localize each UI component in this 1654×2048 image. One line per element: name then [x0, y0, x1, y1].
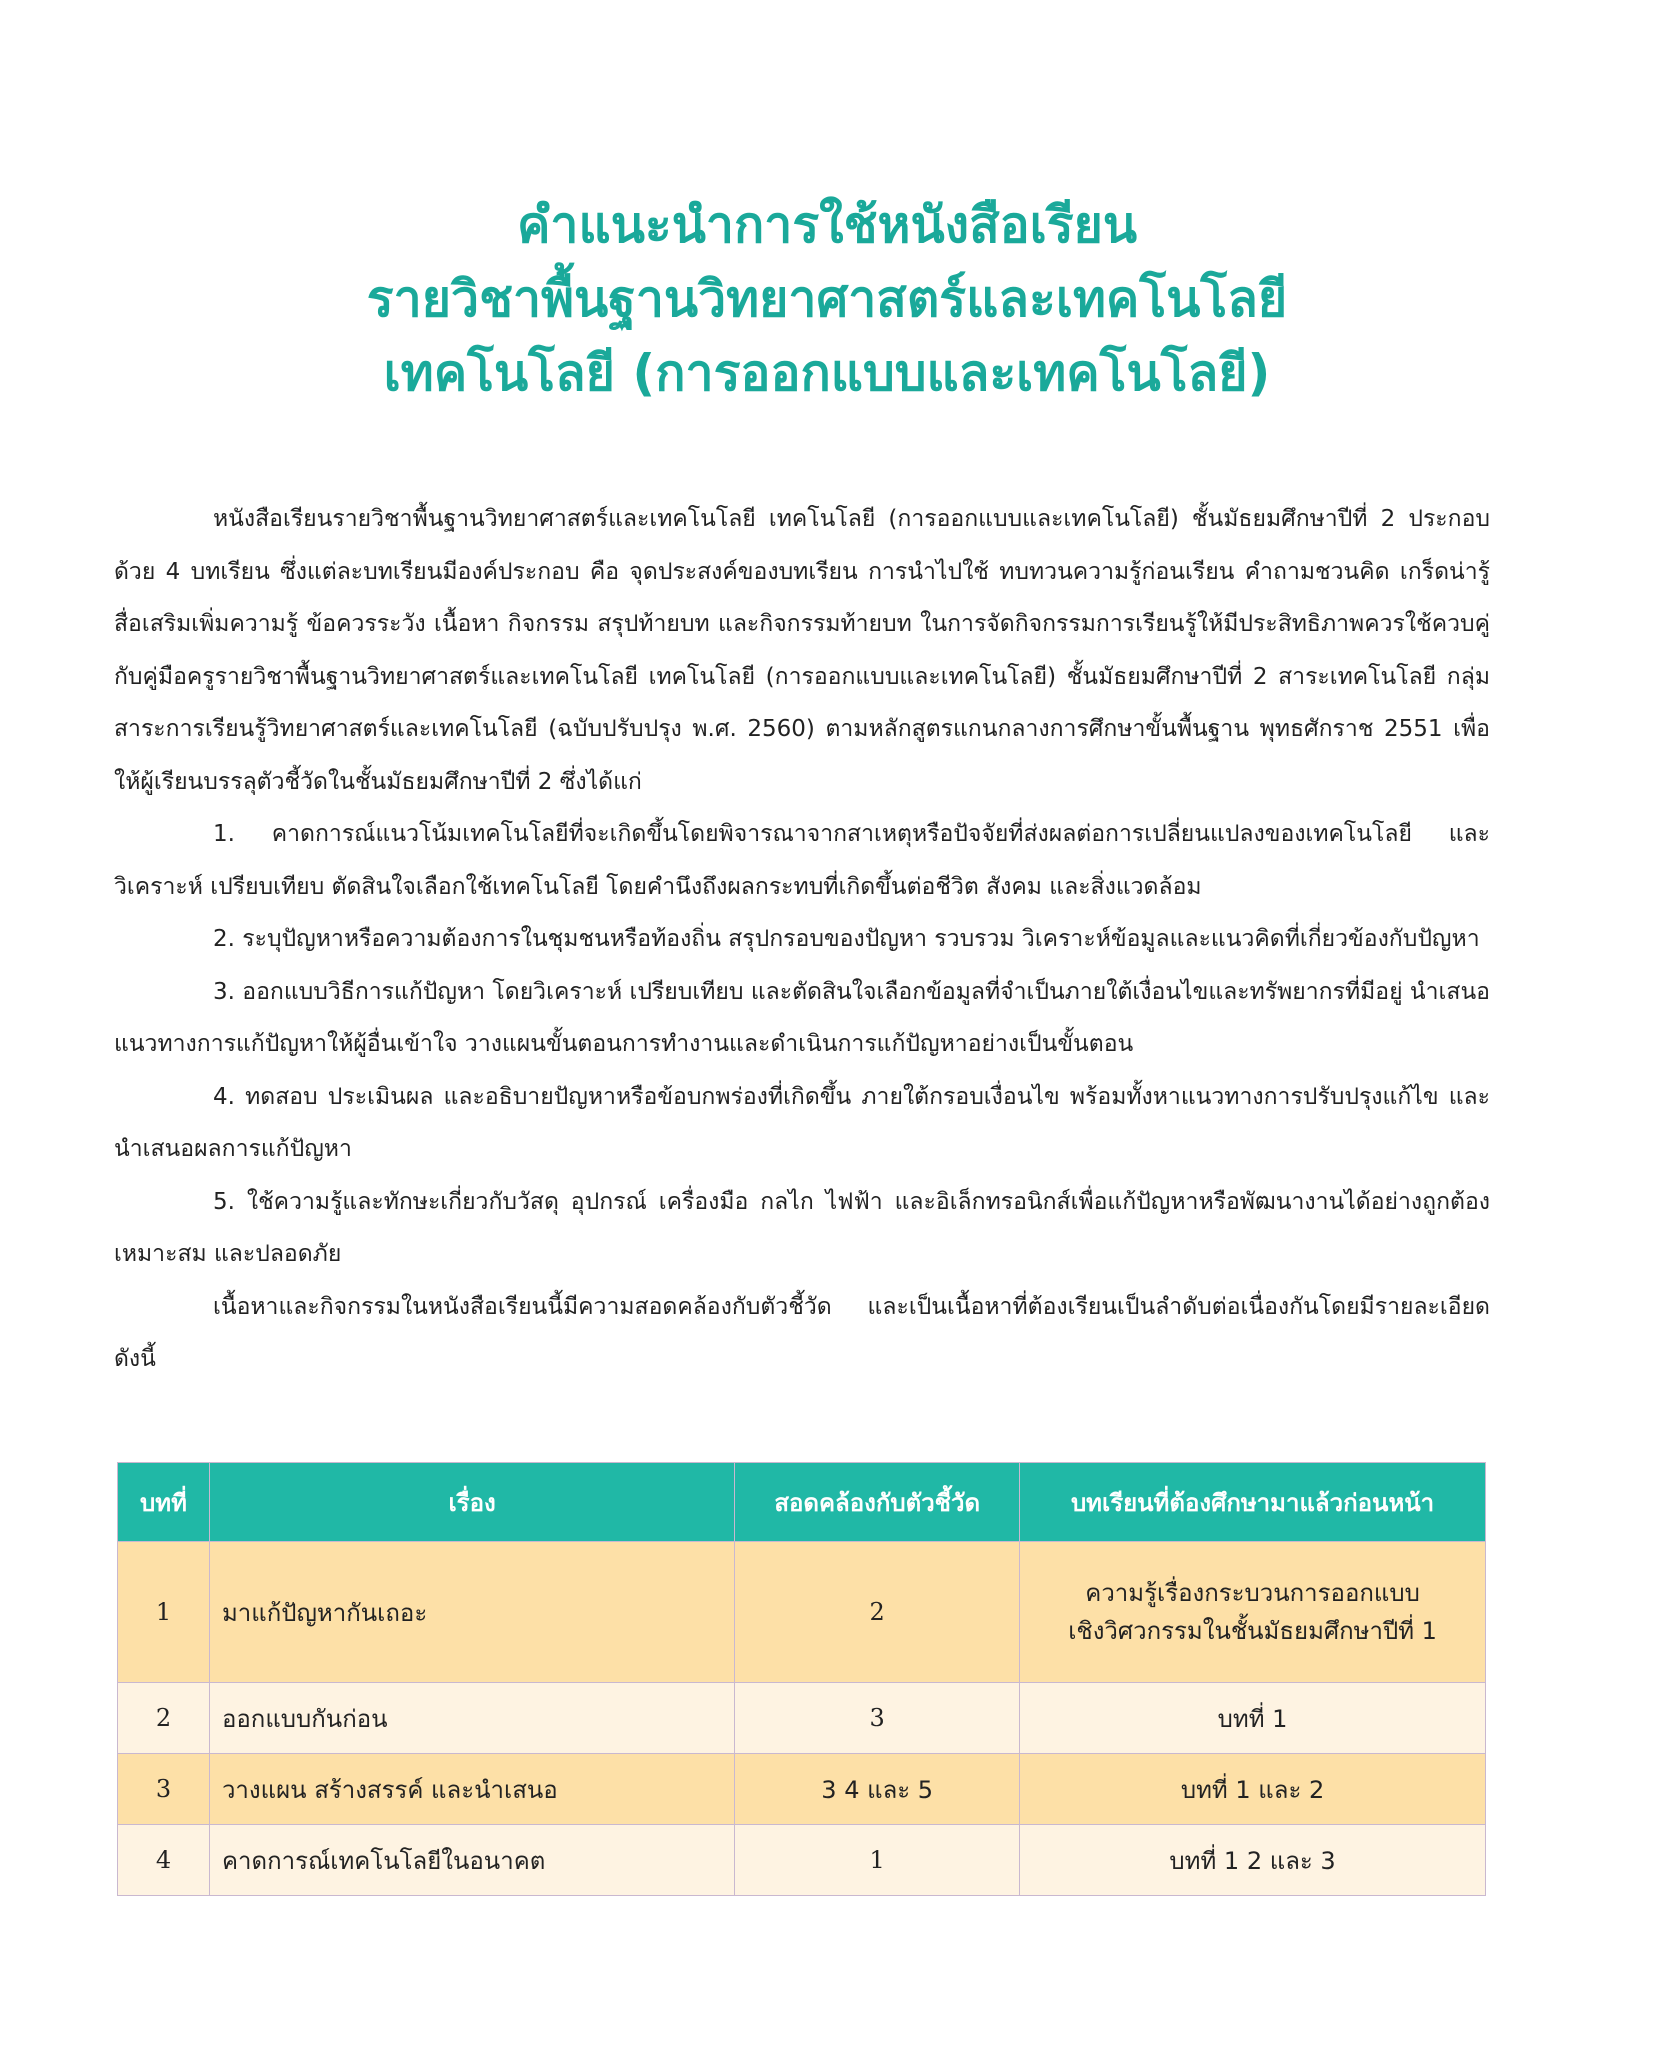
header-chapter: บทที่	[118, 1463, 210, 1542]
prerequisite-line-2: เชิงวิศวกรรมในชั้นมัธยมศึกษาปีที่ 1	[1068, 1617, 1437, 1645]
chapter-number: 3	[118, 1754, 210, 1825]
chapter-indicators: 2	[735, 1542, 1020, 1683]
chapter-number: 4	[118, 1825, 210, 1896]
chapter-topic: มาแก้ปัญหากันเถอะ	[209, 1542, 734, 1683]
header-prerequisite: บทเรียนที่ต้องศึกษามาแล้วก่อนหน้า	[1020, 1463, 1486, 1542]
chapter-number: 2	[118, 1683, 210, 1754]
chapter-topic: คาดการณ์เทคโนโลยีในอนาคต	[209, 1825, 734, 1896]
title-line-2: รายวิชาพื้นฐานวิทยาศาสตร์และเทคโนโลยี	[366, 270, 1288, 328]
title-line-1: คำแนะนำการใช้หนังสือเรียน	[516, 196, 1138, 254]
indicator-item-1: 1. คาดการณ์แนวโน้มเทคโนโลยีที่จะเกิดขึ้นโดยพิจารณาจากสาเหตุหรือปัจจัยที่ส่งผลต่อการเปลี่ยนแปลงของเทคโนโลยี และวิเคราะห์ เปรียบเทียบ ตัดสินใจเลือกใช้เทคโนโลยี โดยคำนึงถึงผลกระทบที่เกิดขึ้นต่อชีวิต สังคม และสิ่งแวดล้อม	[114, 821, 1490, 900]
table-row	[118, 1754, 1486, 1825]
chapter-table	[117, 1462, 1486, 1896]
table-row	[118, 1542, 1486, 1683]
chapter-topic: วางแผน สร้างสรรค์ และนำเสนอ	[209, 1754, 734, 1825]
chapter-prerequisite: บทที่ 1 และ 2	[1020, 1754, 1486, 1825]
prerequisite-line-1: ความรู้เรื่องกระบวนการออกแบบ	[1085, 1579, 1420, 1607]
title-line-3: เทคโนโลยี (การออกแบบและเทคโนโลยี)	[383, 344, 1271, 402]
header-topic: เรื่อง	[209, 1463, 734, 1542]
chapter-prerequisite: บทที่ 1	[1020, 1683, 1486, 1754]
intro-paragraph: หนังสือเรียนรายวิชาพื้นฐานวิทยาศาสตร์และเทคโนโลยี เทคโนโลยี (การออกแบบและเทคโนโลยี) ชั้นมัธยมศึกษาปีที่ 2 ประกอบด้วย 4 บทเรียน ซึ่งแต่ละบทเรียนมีองค์ประกอบ คือ จุดประสงค์ของบทเรียน การนำไปใช้ ทบทวนความรู้ก่อนเรียน คำถามชวนคิด เกร็ดน่ารู้ สื่อเสริมเพิ่มความรู้ ข้อควรระวัง เนื้อหา กิจกรรม สรุปท้ายบท และกิจกรรมท้ายบท ในการจัดกิจกรรมการเรียนรู้ให้มีประสิทธิภาพควรใช้ควบคู่กับคู่มือครูรายวิชาพื้นฐานวิทยาศาสตร์และเทคโนโลยี เทคโนโลยี (การออกแบบและเทคโนโลยี) ชั้นมัธยมศึกษาปีที่ 2 สาระเทคโนโลยี กลุ่มสาระการเรียนรู้วิทยาศาสตร์และเทคโนโลยี (ฉบับปรับปรุง พ.ศ. 2560) ตามหลักสูตรแกนกลางการศึกษาขั้นพื้นฐาน พุทธศักราช 2551 เพื่อให้ผู้เรียนบรรลุตัวชี้วัดในชั้นมัธยมศึกษาปีที่ 2 ซึ่งได้แก่	[114, 506, 1490, 795]
table-row	[118, 1825, 1486, 1896]
closing-paragraph: เนื้อหาและกิจกรรมในหนังสือเรียนนี้มีความสอดคล้องกับตัวชี้วัด และเป็นเนื้อหาที่ต้องเรียนเป็นลำดับต่อเนื่องกันโดยมีรายละเอียดดังนี้	[114, 1293, 1490, 1372]
chapter-topic: ออกแบบกันก่อน	[209, 1683, 734, 1754]
table-header-row	[118, 1463, 1486, 1542]
chapter-prerequisite: บทที่ 1 2 และ 3	[1020, 1825, 1486, 1896]
indicator-item-2: 2. ระบุปัญหาหรือความต้องการในชุมชนหรือท้องถิ่น สรุปกรอบของปัญหา รวบรวม วิเคราะห์ข้อมูลและแนวคิดที่เกี่ยวข้องกับปัญหา	[213, 926, 1480, 952]
table-row	[118, 1683, 1486, 1754]
chapter-indicators: 3	[735, 1683, 1020, 1754]
chapter-number: 1	[118, 1542, 210, 1683]
chapter-indicators: 3 4 และ 5	[735, 1754, 1020, 1825]
header-indicators: สอดคล้องกับตัวชี้วัด	[735, 1463, 1020, 1542]
indicator-item-5: 5. ใช้ความรู้และทักษะเกี่ยวกับวัสดุ อุปกรณ์ เครื่องมือ กลไก ไฟฟ้า และอิเล็กทรอนิกส์เพื่อแก้ปัญหาหรือพัฒนางานได้อย่างถูกต้อง เหมาะสม และปลอดภัย	[114, 1188, 1490, 1267]
indicator-item-4: 4. ทดสอบ ประเมินผล และอธิบายปัญหาหรือข้อบกพร่องที่เกิดขึ้น ภายใต้กรอบเงื่อนไข พร้อมทั้งหาแนวทางการปรับปรุงแก้ไข และนำเสนอผลการแก้ปัญหา	[114, 1083, 1490, 1162]
chapter-indicators: 1	[735, 1825, 1020, 1896]
indicator-item-3: 3. ออกแบบวิธีการแก้ปัญหา โดยวิเคราะห์ เปรียบเทียบ และตัดสินใจเลือกข้อมูลที่จำเป็นภายใต้เงื่อนไขและทรัพยากรที่มีอยู่ นำเสนอแนวทางการแก้ปัญหาให้ผู้อื่นเข้าใจ วางแผนขั้นตอนการทำงานและดำเนินการแก้ปัญหาอย่างเป็นขั้นตอน	[114, 978, 1490, 1057]
body-text	[114, 493, 1490, 1386]
page-title	[100, 188, 1554, 410]
chapter-prerequisite	[1020, 1542, 1486, 1683]
